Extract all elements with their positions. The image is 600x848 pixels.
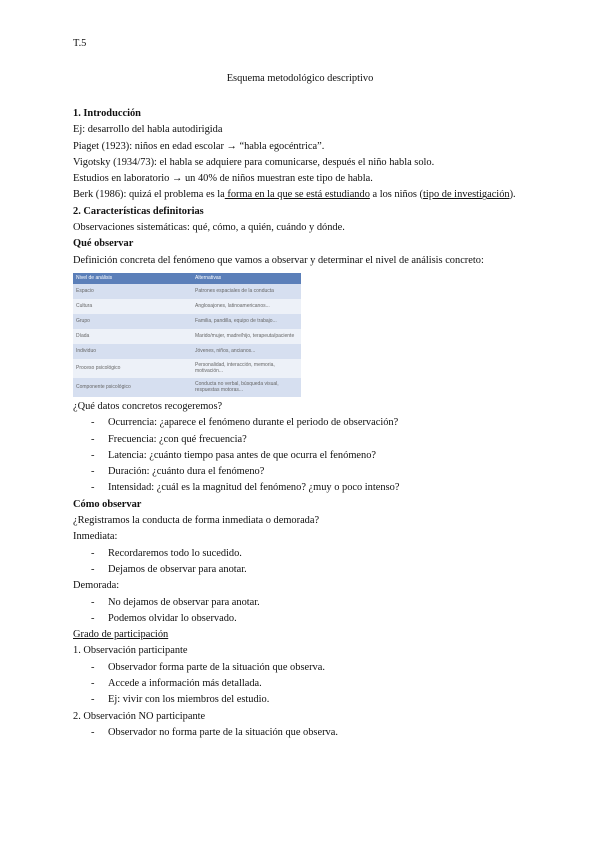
document-id: T.5 [73, 38, 87, 49]
list-item: - No dejamos de observar para anotar. [73, 595, 533, 611]
table-cell: Individuo [73, 344, 192, 359]
table-cell: Personalidad, interacción, memoria, motivación... [192, 359, 301, 378]
paragraph-lab-studies: Estudios en laboratorio → un 40% de niños muestran este tipo de habla. [73, 173, 373, 185]
table-cell: Familia, pandilla, equipo de trabajo... [192, 314, 301, 329]
table-cell: Conducta no verbal, búsqueda visual, respuestas motoras... [192, 378, 301, 397]
table-cell: Marido/mujer, madre/hijo, terapeuta/paciente [192, 329, 301, 344]
table-cell: Grupo [73, 314, 192, 329]
table-row [73, 329, 301, 344]
list-item: - Accede a información más detallada. [73, 676, 533, 692]
paragraph-piaget: Piaget (1923): niños en edad escolar → “habla egocéntrica”. [73, 140, 325, 152]
datos-list [73, 415, 533, 496]
table-row [73, 284, 301, 299]
table-row [73, 378, 301, 397]
list-item: - Ej: vivir con los miembros del estudio. [73, 692, 533, 708]
table-cell: Proceso psicológico [73, 359, 192, 378]
paragraph-vigotsky: Vigotsky (1934/73): el habla se adquiere para comunicarse, después el niño habla solo. [73, 156, 435, 168]
list-item: - Ocurrencia: ¿aparece el fenómeno durante el periodo de observación? [73, 415, 533, 431]
document-body [73, 106, 533, 741]
table-cell: Cultura [73, 299, 192, 314]
paragraph-observaciones: Observaciones sistemáticas: qué, cómo, a quién, cuándo y dónde. [73, 222, 345, 234]
table-cell: Patrones espaciales de la conducta [192, 284, 301, 299]
participante-list [73, 660, 533, 709]
section-heading-caracteristicas: 2. Características definitorias [73, 205, 204, 217]
table-cell: Díada [73, 329, 192, 344]
label-inmediata: Inmediata: [73, 531, 118, 543]
no-participante-list [73, 725, 533, 741]
question-datos: ¿Qué datos concretos recogeremos? [73, 400, 223, 412]
table-cell: Componente psicológico [73, 378, 192, 397]
demorada-list [73, 595, 533, 628]
paragraph-berk [73, 187, 533, 203]
berk-underlined-forma: forma en la que se está estudiando [224, 189, 370, 201]
list-item: - Observador forma parte de la situación que observa. [73, 660, 533, 676]
section-heading-introduccion: 1. Introducción [73, 108, 141, 119]
table-header-row [73, 273, 301, 284]
analysis-levels-table [73, 273, 301, 397]
inmediata-list [73, 546, 533, 579]
berk-text-pre: Berk (1986): quizá el problema es la [73, 189, 225, 201]
berk-text-mid: a los niños ( [369, 189, 424, 201]
table-row [73, 359, 301, 378]
subheading-como-observar: Cómo observar [73, 498, 142, 510]
table-header-nivel: Nivel de análisis [73, 273, 192, 284]
document-title: Esquema metodológico descriptivo [226, 73, 374, 84]
paragraph-definicion: Definición concreta del fenómeno que vamos a observar y determinar el nivel de análisis concreto: [73, 254, 484, 266]
table-header-alternativas: Alternativas [192, 273, 301, 284]
label-observacion-participante: 1. Observación participante [73, 645, 188, 657]
subheading-grado-participacion: Grado de participación [73, 629, 169, 641]
list-item: - Podemos olvidar lo observado. [73, 611, 533, 627]
subheading-que-observar: Qué observar [73, 238, 134, 250]
table-row [73, 314, 301, 329]
list-item: - Frecuencia: ¿con qué frecuencia? [73, 432, 533, 448]
list-item: - Duración: ¿cuánto dura el fenómeno? [73, 464, 533, 480]
paragraph-example: Ej: desarrollo del habla autodirigida [73, 124, 223, 136]
berk-underlined-tipo: tipo de investigación [423, 189, 510, 201]
table-row [73, 344, 301, 359]
list-item: - Intensidad: ¿cuál es la magnitud del fenómeno? ¿muy o poco intenso? [73, 480, 533, 496]
table-cell: Espacio [73, 284, 192, 299]
question-registro: ¿Registramos la conducta de forma inmediata o demorada? [73, 515, 320, 527]
list-item: - Dejamos de observar para anotar. [73, 562, 533, 578]
list-item: - Recordaremos todo lo sucedido. [73, 546, 533, 562]
berk-text-post: ). [509, 189, 516, 201]
table-row [73, 299, 301, 314]
list-item: - Observador no forma parte de la situación que observa. [73, 725, 533, 741]
label-demorada: Demorada: [73, 580, 120, 592]
table-cell: Jóvenes, niños, ancianos... [192, 344, 301, 359]
label-observacion-no-participante: 2. Observación NO participante [73, 710, 206, 722]
list-item: - Latencia: ¿cuánto tiempo pasa antes de que ocurra el fenómeno? [73, 448, 533, 464]
table-cell: Anglosajones, latinoamericanos... [192, 299, 301, 314]
